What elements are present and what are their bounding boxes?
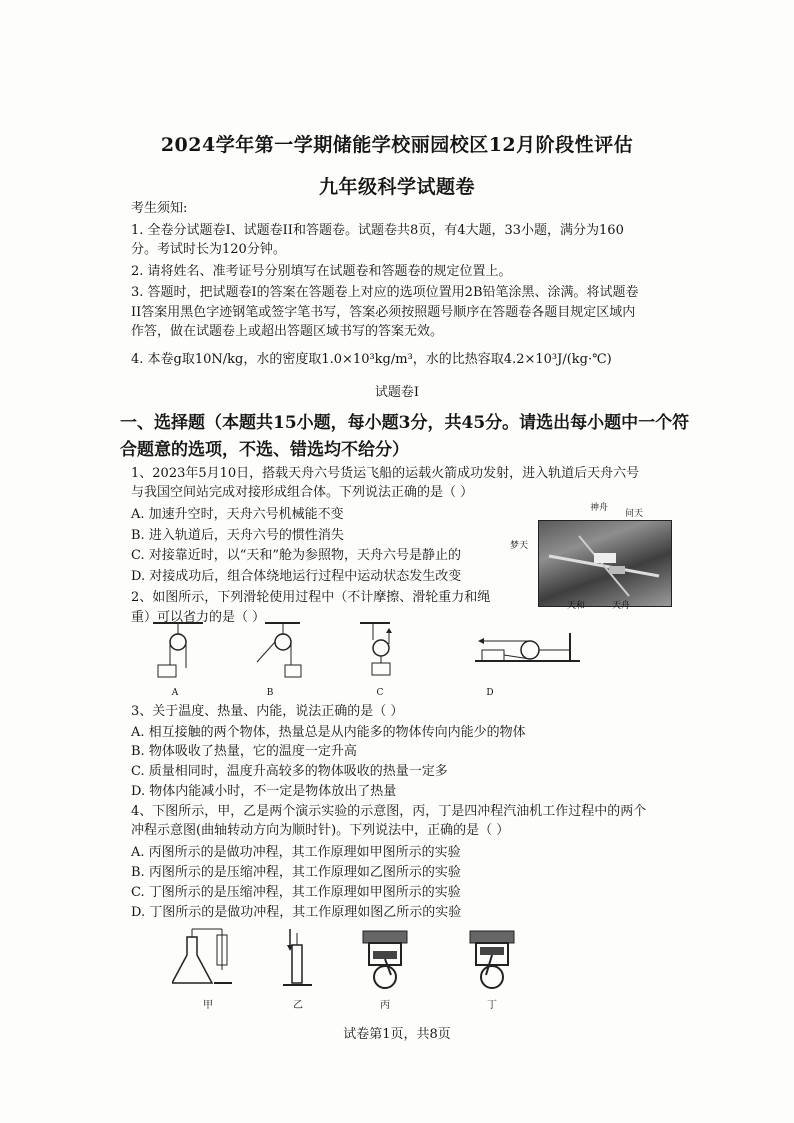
notice-line: 作答，做在试题卷上或超出答题区域书写的答案无效。 xyxy=(131,324,444,339)
option-c: C. 质量相同时，温度升高较多的物体吸收的热量一定多 xyxy=(131,764,448,779)
page-subtitle: 九年级科学试题卷 xyxy=(318,176,475,198)
option-a: A. 加速升空时，天舟六号机械能不变 xyxy=(131,507,344,522)
option-d: D. 丁图所示的是做功冲程，其工作原理如图乙所示的实验 xyxy=(131,905,462,920)
photo-label: 神舟 xyxy=(590,503,609,513)
engine-stroke-figure-bing xyxy=(355,925,415,990)
page-footer: 试卷第1页，共8页 xyxy=(343,1027,451,1042)
notice-line: 3. 答题时，把试题卷I的答案在答题卷上对应的选项位置用2B铅笔涂黑、涂满。将试题卷 xyxy=(131,285,639,300)
section-heading: 合题意的选项，不选、错选均不给分） xyxy=(120,440,409,460)
option-b: B. 进入轨道后，天舟六号的惯性消失 xyxy=(131,528,344,543)
notice-line: 2. 请将姓名、准考证号分别填写在试题卷和答题卷的规定位置上。 xyxy=(131,264,512,279)
question-stem: 1、2023年5月10日，搭载天舟六号货运飞船的运载火箭成功发射，进入轨道后天舟六号 xyxy=(131,466,640,481)
figure-label: 丁 xyxy=(487,1000,497,1011)
air-pump-experiment-figure xyxy=(278,925,318,990)
photo-label: 天和 xyxy=(567,601,586,611)
photo-label: 问天 xyxy=(625,509,644,519)
flask-experiment-figure xyxy=(172,925,242,990)
pulley-figure-b xyxy=(245,620,305,680)
option-b: B. 丙图所示的是压缩冲程，其工作原理如乙图所示的实验 xyxy=(131,865,461,880)
pulley-figure-a xyxy=(148,620,208,680)
engine-stroke-figure-ding xyxy=(462,925,522,990)
question-stem: 3、关于温度、热量、内能，说法正确的是（ ） xyxy=(131,704,404,719)
photo-label: 梦天 xyxy=(510,541,529,551)
option-d: D. 对接成功后，组合体绕地运行过程中运动状态发生改变 xyxy=(131,569,462,584)
notice-line: 分。考试时长为120分钟。 xyxy=(131,242,286,257)
question-stem: 重）可以省力的是（ ） xyxy=(131,610,266,625)
notice-heading: 考生须知: xyxy=(131,201,188,216)
figure-label: A xyxy=(171,688,179,698)
notice-line: II答案用黑色字迹钢笔或签字笔书写，答案必须按照题号顺序在答题卷各题目规定区域内 xyxy=(131,305,636,320)
figure-label: B xyxy=(266,688,274,698)
figure-label: D xyxy=(486,688,494,698)
question-stem: 4、下图所示，甲，乙是两个演示实验的示意图，丙，丁是四冲程汽油机工作过程中的两个 xyxy=(131,804,647,819)
option-c: C. 丁图所示的是压缩冲程，其工作原理如甲图所示的实验 xyxy=(131,885,461,900)
figure-label: 丙 xyxy=(380,1000,390,1011)
section-heading: 一、选择题（本题共15小题，每小题3分，共45分。请选出每小题中一个符 xyxy=(120,413,690,433)
figure-label: 甲 xyxy=(203,1000,213,1011)
option-d: D. 物体内能减小时，不一定是物体放出了热量 xyxy=(131,784,397,799)
part-label: 试题卷I xyxy=(374,385,420,400)
pulley-figure-d xyxy=(470,628,585,664)
figure-label: C xyxy=(376,688,384,698)
notice-line: 1. 全卷分试题卷I、试题卷II和答题卷。试题卷共8页，有4大题，33小题，满分为160 xyxy=(131,223,624,238)
option-c: C. 对接靠近时，以“天和”舱为参照物，天舟六号是静止的 xyxy=(131,548,462,563)
page-title: 2024学年第一学期储能学校丽园校区12月阶段性评估 xyxy=(160,134,634,156)
option-b: B. 物体吸收了热量，它的温度一定升高 xyxy=(131,744,357,759)
photo-label: 天舟 xyxy=(612,601,631,611)
pulley-figure-c xyxy=(355,620,405,680)
option-a: A. 丙图所示的是做功冲程，其工作原理如甲图所示的实验 xyxy=(131,845,461,860)
question-stem: 冲程示意图(曲轴转动方向为顺时针)。下列说法中，正确的是（ ） xyxy=(131,823,510,838)
figure-label: 乙 xyxy=(293,1000,303,1011)
option-a: A. 相互接触的两个物体，热量总是从内能多的物体传向内能少的物体 xyxy=(131,725,526,740)
notice-line: 4. 本卷g取10N/kg，水的密度取1.0×10³kg/m³，水的比热容取4.2×10³J/(kg·℃) xyxy=(131,352,612,367)
space-station-photo xyxy=(538,520,672,607)
question-stem: 与我国空间站完成对接形成组合体。下列说法正确的是（ ） xyxy=(131,485,474,500)
question-stem: 2、如图所示，下列滑轮使用过程中（不计摩擦、滑轮重力和绳 xyxy=(131,590,491,605)
